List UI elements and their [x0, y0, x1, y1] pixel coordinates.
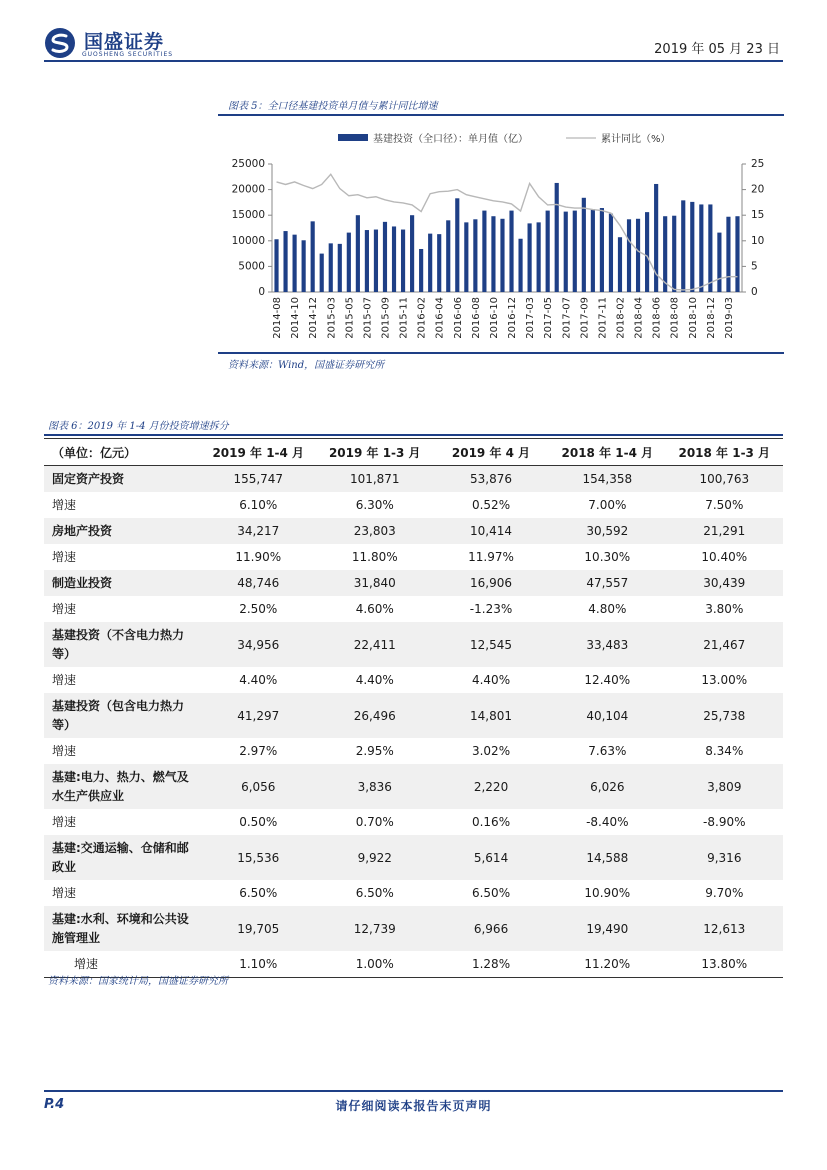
bar — [627, 219, 631, 292]
bar — [717, 233, 721, 292]
table-cell: 21,467 — [666, 622, 783, 667]
table-cell: 33,483 — [549, 622, 666, 667]
header-2019-1-3: 2019 年 1-3 月 — [317, 439, 434, 466]
bar — [518, 239, 522, 292]
table-cell: 7.50% — [705, 498, 744, 512]
bar — [419, 249, 423, 292]
bar — [528, 223, 532, 292]
table-row — [44, 622, 783, 667]
left-axis-tick-label: 10000 — [231, 234, 265, 247]
table-row — [44, 835, 783, 880]
row-label: 房地产投资 — [44, 518, 200, 544]
investment-growth-table — [44, 438, 783, 978]
bar — [591, 209, 595, 292]
table-row — [44, 764, 783, 809]
bar — [302, 240, 306, 292]
legend-bar-label: 基建投资（全口径）：单月值（亿） — [373, 134, 528, 145]
header-2019-4: 2019 年 4 月 — [433, 439, 549, 466]
header-2018-1-4: 2018 年 1-4 月 — [549, 439, 666, 466]
table-cell: -1.23% — [469, 602, 513, 616]
bar — [645, 212, 649, 292]
table-row — [44, 518, 783, 544]
bar — [500, 219, 504, 292]
right-axis-tick-label: 25 — [751, 158, 765, 170]
bar — [600, 208, 604, 292]
x-axis-tick-label: 2017-09 — [579, 297, 591, 339]
table-cell: -8.90% — [703, 815, 746, 829]
table-cell: 26,496 — [317, 693, 434, 738]
left-axis-tick-label: 0 — [258, 286, 265, 298]
table-cell: 41,297 — [200, 693, 317, 738]
bar — [473, 219, 477, 292]
table-cell: 31,840 — [317, 570, 434, 596]
table-cell: 4.40% — [239, 673, 278, 687]
x-axis-tick-label: 2017-03 — [525, 297, 537, 339]
bar — [383, 222, 387, 292]
table-cell: 6.30% — [355, 498, 394, 512]
right-axis-tick-label: 15 — [751, 209, 765, 222]
x-axis-tick-label: 2016-04 — [434, 297, 446, 339]
row-label: 基建:水利、环境和公共设施管理业 — [44, 906, 200, 951]
table-row-growth — [44, 544, 783, 570]
bar — [609, 214, 613, 292]
table-cell: 6,966 — [433, 906, 549, 951]
row-label: 基建:交通运输、仓储和邮政业 — [44, 835, 200, 880]
left-axis-tick-label: 5000 — [238, 260, 265, 273]
bar — [618, 237, 622, 292]
left-axis-tick-label: 25000 — [231, 158, 265, 170]
table-row — [44, 693, 783, 738]
figure5-bottom-rule — [218, 352, 784, 354]
table-cell: 53,876 — [433, 466, 549, 493]
row-label: 增速 — [52, 743, 77, 758]
table-cell: 3.80% — [705, 602, 744, 616]
table-cell: 15,536 — [200, 835, 317, 880]
table-cell: 4.80% — [588, 602, 627, 616]
table-cell: 101,871 — [317, 466, 434, 493]
table-cell: 100,763 — [666, 466, 783, 493]
bar — [564, 212, 568, 292]
bar — [329, 243, 333, 292]
row-label: 增速 — [44, 951, 200, 978]
cumulative-yoy-line — [277, 174, 738, 290]
table-cell: 9,316 — [666, 835, 783, 880]
table-cell: 6.10% — [239, 498, 278, 512]
table-cell: 4.40% — [355, 673, 394, 687]
bar — [338, 244, 342, 292]
header-divider — [44, 60, 783, 62]
table-cell: 13.00% — [701, 673, 748, 687]
table-cell: 2.95% — [355, 744, 394, 758]
bar — [293, 235, 297, 292]
table-cell: 6.50% — [471, 886, 511, 900]
monthly-value-bars — [274, 183, 739, 292]
bar — [672, 216, 676, 292]
table-cell: 0.16% — [471, 815, 511, 829]
table-cell: 10.30% — [584, 550, 631, 564]
table-cell: 34,956 — [200, 622, 317, 667]
table-cell: -8.40% — [586, 815, 629, 829]
table-cell: 16,906 — [433, 570, 549, 596]
table-cell: 21,291 — [666, 518, 783, 544]
page-header — [0, 0, 827, 62]
row-label: 增速 — [52, 549, 77, 564]
table-cell: 154,358 — [549, 466, 666, 493]
table-row — [44, 570, 783, 596]
x-axis-tick-label: 2016-10 — [488, 297, 500, 339]
table-cell: 6.50% — [239, 886, 278, 900]
row-label: 增速 — [52, 672, 77, 687]
table-row — [44, 466, 783, 493]
table-cell: 8.34% — [705, 744, 744, 758]
x-axis-tick-label: 2018-06 — [651, 297, 663, 339]
table-cell: 6,026 — [549, 764, 666, 809]
left-axis-tick-label: 20000 — [231, 183, 265, 196]
table-cell: 2,220 — [433, 764, 549, 809]
x-axis-tick-label: 2014-08 — [272, 297, 284, 339]
x-axis-tick-label: 2016-08 — [470, 297, 482, 339]
table-cell: 155,747 — [200, 466, 317, 493]
company-name-en: GUOSHENG SECURITIES — [82, 51, 174, 58]
table-cell: 12,613 — [666, 906, 783, 951]
company-name: 国盛证券 — [84, 31, 165, 53]
bar — [374, 230, 378, 292]
table-cell: 6.50% — [355, 886, 394, 900]
table-cell: 30,592 — [549, 518, 666, 544]
row-label: 基建投资（包含电力热力等） — [44, 693, 200, 738]
bar — [347, 233, 351, 292]
bar — [555, 183, 559, 292]
x-axis-tick-label: 2019-03 — [723, 297, 735, 339]
footer-divider — [44, 1090, 783, 1092]
table-cell: 2.97% — [239, 744, 278, 758]
table-row — [44, 906, 783, 951]
table-cell: 4.60% — [355, 602, 394, 616]
bar — [708, 204, 712, 292]
bar — [726, 217, 730, 292]
table-cell: 0.70% — [355, 815, 394, 829]
figure6-title: 图表 6：2019 年 1-4 月份投资增速拆分 — [48, 421, 229, 432]
x-axis-tick-label: 2015-11 — [398, 297, 410, 339]
x-axis-tick-label: 2018-04 — [633, 297, 645, 339]
right-axis-tick-label: 5 — [751, 260, 758, 273]
bar — [636, 219, 640, 292]
row-label: 制造业投资 — [44, 570, 200, 596]
x-axis-tick-label: 2014-12 — [308, 297, 320, 339]
company-logo-icon — [44, 27, 76, 59]
table-row-growth — [44, 596, 783, 622]
bar — [320, 254, 324, 292]
x-axis-tick-label: 2018-08 — [669, 297, 681, 339]
header-2018-1-3: 2018 年 1-3 月 — [666, 439, 783, 466]
table-cell: 3.02% — [471, 744, 511, 758]
table-cell: 3,836 — [317, 764, 434, 809]
table-cell: 19,705 — [200, 906, 317, 951]
table-cell: 14,588 — [549, 835, 666, 880]
table-cell: 40,104 — [549, 693, 666, 738]
cumulative-yoy-path — [277, 174, 738, 290]
legend-bar-swatch — [338, 134, 368, 141]
bar — [537, 222, 541, 292]
table-cell: 12,545 — [433, 622, 549, 667]
right-axis-tick-label: 20 — [751, 183, 765, 196]
table-cell: 11.20% — [549, 951, 666, 978]
bar — [582, 198, 586, 292]
table-cell: 0.50% — [239, 815, 278, 829]
table-cell: 11.80% — [351, 550, 398, 564]
header-2019-1-4: 2019 年 1-4 月 — [200, 439, 317, 466]
table-cell: 12.40% — [584, 673, 631, 687]
header-unit: （单位：亿元） — [44, 439, 200, 466]
table-cell: 4.40% — [471, 673, 511, 687]
x-axis-tick-label: 2018-02 — [615, 297, 627, 339]
table-cell: 13.80% — [666, 951, 783, 978]
bar — [365, 230, 369, 292]
row-label: 增速 — [52, 814, 77, 829]
x-axis-tick-label: 2016-06 — [452, 297, 464, 339]
x-axis-tick-label: 2016-02 — [416, 297, 428, 339]
bar — [690, 202, 694, 292]
table-row-growth — [44, 667, 783, 693]
x-axis-tick-label: 2015-09 — [380, 297, 392, 339]
infrastructure-investment-chart — [218, 122, 784, 350]
bar — [283, 231, 287, 292]
table-row-growth — [44, 880, 783, 906]
row-label: 固定资产投资 — [44, 466, 200, 493]
bar — [410, 215, 414, 292]
bar — [392, 226, 396, 292]
bar — [274, 239, 278, 292]
bar — [573, 211, 577, 292]
right-axis-tick-label: 0 — [751, 286, 758, 298]
row-label: 基建:电力、热力、燃气及水生产供应业 — [44, 764, 200, 809]
bar — [546, 211, 550, 292]
bar — [437, 234, 441, 292]
table-cell: 7.63% — [588, 744, 627, 758]
table-body — [44, 466, 783, 978]
figure5-source: 资料来源：Wind，国盛证券研究所 — [228, 360, 385, 371]
x-axis-tick-label: 2015-05 — [344, 297, 356, 339]
x-axis-tick-label: 2018-10 — [687, 297, 699, 339]
x-axis-tick-label: 2015-03 — [326, 297, 338, 339]
bar — [428, 234, 432, 292]
table-cell: 10.40% — [701, 550, 748, 564]
figure6-top-rule — [44, 434, 783, 436]
table-cell: 9,922 — [317, 835, 434, 880]
bar — [446, 220, 450, 292]
table-cell: 0.52% — [471, 498, 511, 512]
table-cell: 3,809 — [666, 764, 783, 809]
figure6-source: 资料来源：国家统计局，国盛证券研究所 — [48, 976, 228, 987]
bar — [401, 230, 405, 292]
bar — [509, 211, 513, 292]
table-cell: 19,490 — [549, 906, 666, 951]
table-cell: 23,803 — [317, 518, 434, 544]
left-axis-tick-label: 15000 — [231, 209, 265, 222]
x-axis-tick-label: 2017-07 — [561, 297, 573, 339]
row-label: 增速 — [52, 497, 77, 512]
table-cell: 1.28% — [433, 951, 549, 978]
disclaimer-note: 请仔细阅读本报告末页声明 — [335, 1099, 492, 1113]
bar — [356, 215, 360, 292]
table-cell: 47,557 — [549, 570, 666, 596]
table-cell: 6,056 — [200, 764, 317, 809]
figure5-title: 图表 5：全口径基建投资单月值与累计同比增速 — [228, 101, 438, 112]
table-cell: 12,739 — [317, 906, 434, 951]
bar — [681, 200, 685, 292]
table-cell: 48,746 — [200, 570, 317, 596]
right-axis-tick-label: 10 — [751, 234, 765, 247]
table-cell: 10.90% — [584, 886, 631, 900]
table-cell: 2.50% — [239, 602, 278, 616]
table-row-growth — [44, 492, 783, 518]
bar — [491, 216, 495, 292]
table-cell: 7.00% — [588, 498, 627, 512]
table-header-row — [44, 439, 783, 466]
x-axis-tick-label: 2014-10 — [290, 297, 302, 339]
bar — [311, 221, 315, 292]
table-cell: 14,801 — [433, 693, 549, 738]
chart-legend — [338, 132, 671, 145]
table-row-growth — [44, 738, 783, 764]
x-axis-tick-label: 2017-11 — [597, 297, 609, 339]
report-date: 2019 年 05 月 23 日 — [654, 42, 780, 57]
bar — [464, 222, 468, 292]
table-cell: 9.70% — [705, 886, 744, 900]
table-cell: 5,614 — [433, 835, 549, 880]
table-cell: 34,217 — [200, 518, 317, 544]
x-axis-tick-label: 2017-05 — [543, 297, 555, 339]
bar — [735, 216, 739, 292]
page-number: P.4 — [44, 1097, 65, 1112]
bar — [482, 211, 486, 292]
bar — [699, 204, 703, 292]
table-cell: 11.90% — [235, 550, 282, 564]
row-label: 增速 — [52, 601, 77, 616]
table-cell: 1.10% — [200, 951, 317, 978]
row-label: 基建投资（不含电力热力等） — [44, 622, 200, 667]
figure5-top-rule — [218, 114, 784, 116]
x-axis-tick-label: 2015-07 — [362, 297, 374, 339]
table-cell: 22,411 — [317, 622, 434, 667]
table-cell: 30,439 — [666, 570, 783, 596]
table-cell: 10,414 — [433, 518, 549, 544]
x-axis-tick-label: 2018-12 — [705, 297, 717, 339]
table-cell: 11.97% — [468, 550, 514, 564]
row-label: 增速 — [52, 885, 77, 900]
table-row-growth — [44, 809, 783, 835]
table-cell: 1.00% — [317, 951, 434, 978]
x-axis-tick-label: 2016-12 — [507, 297, 519, 339]
bar — [455, 198, 459, 292]
legend-line-label: 累计同比（%） — [601, 134, 671, 145]
table-cell: 25,738 — [666, 693, 783, 738]
x-axis-labels — [272, 297, 735, 339]
